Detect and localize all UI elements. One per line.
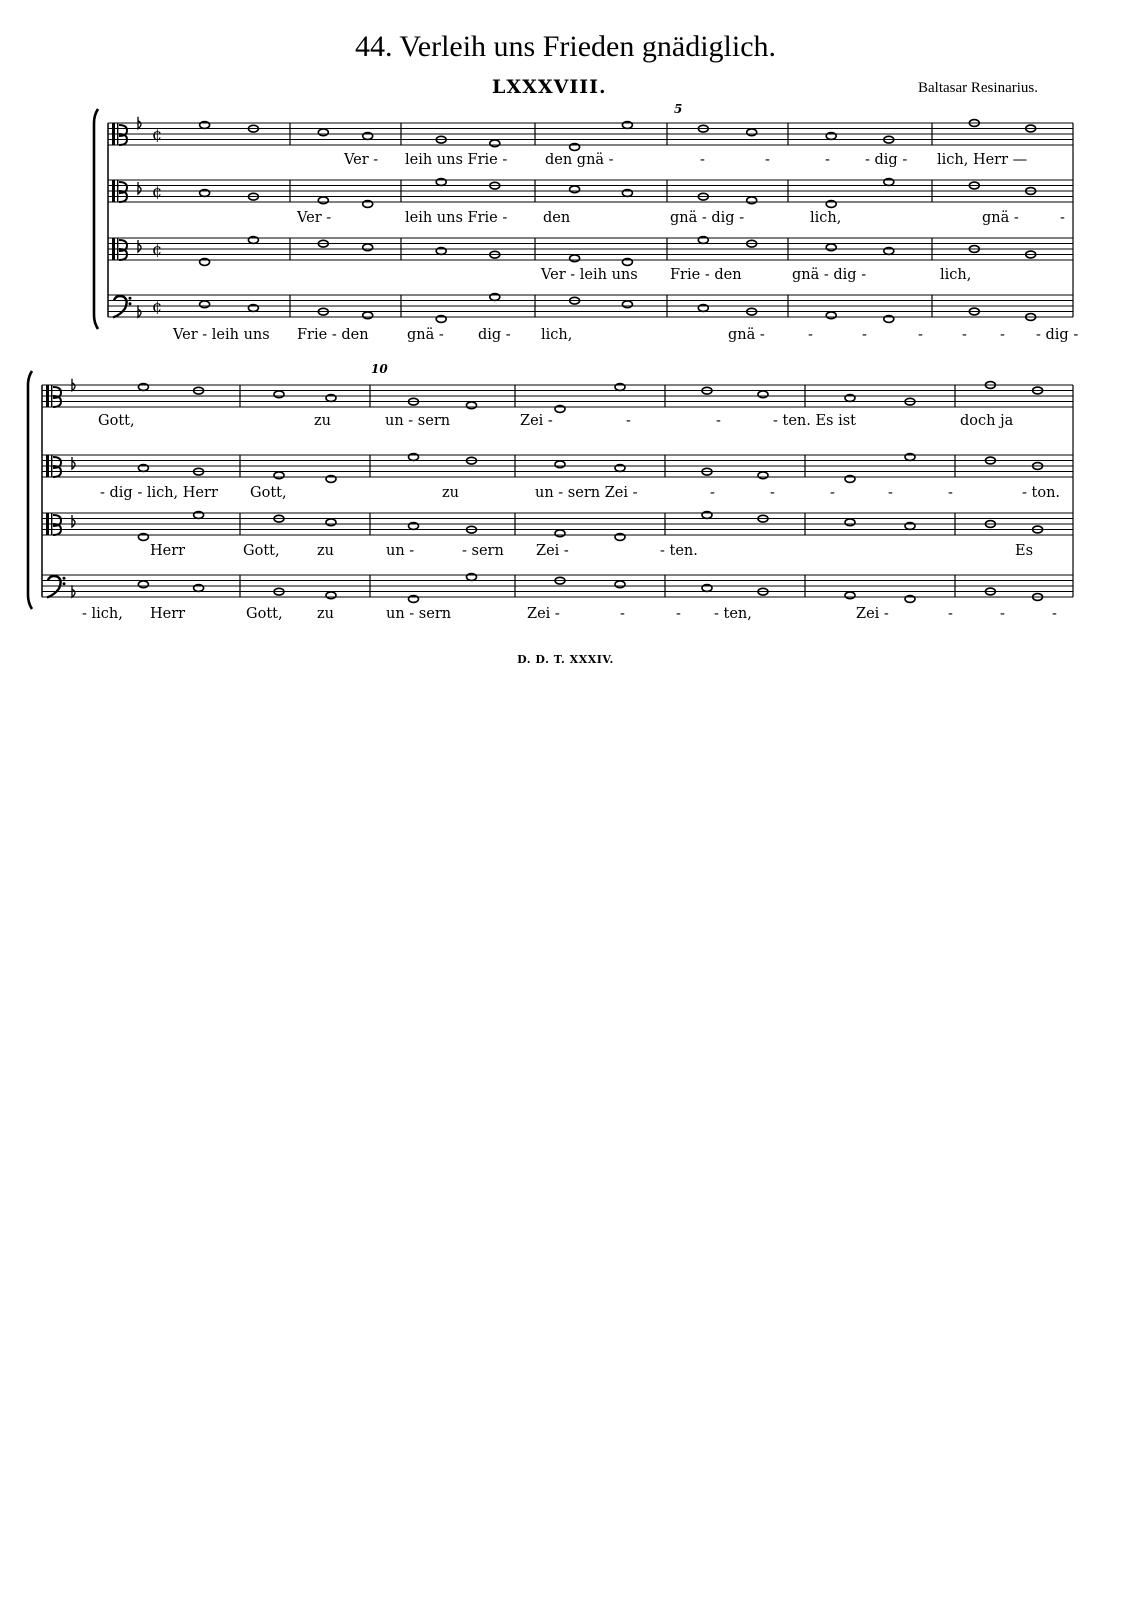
system-bracket bbox=[94, 109, 98, 329]
c-clef bbox=[117, 238, 118, 260]
whole-note bbox=[326, 592, 336, 599]
whole-note bbox=[274, 472, 284, 479]
c-clef bbox=[51, 455, 52, 477]
lyric-s1-v2-1: Ver - bbox=[297, 210, 332, 226]
lyric-s2-v3-3: zu bbox=[317, 543, 334, 559]
flat-sign bbox=[72, 457, 75, 469]
lyric-s2-v3-8: Es bbox=[1015, 543, 1034, 559]
lyric-s2-v3-5: - sern bbox=[462, 543, 504, 559]
lyric-s2-v1-8: doch ja bbox=[960, 413, 1014, 429]
lyric-s1-v4-8: - bbox=[862, 327, 867, 343]
lyric-s2-v4-11: - bbox=[948, 606, 953, 622]
whole-note bbox=[622, 301, 632, 308]
lyric-s2-v1-3: un - sern bbox=[385, 413, 451, 429]
system-bracket bbox=[28, 371, 32, 609]
lyric-s2-v1-5: - bbox=[626, 413, 631, 429]
f-clef-dot bbox=[129, 297, 132, 300]
lyric-s2-v4-6: Zei - bbox=[527, 606, 560, 622]
lyric-s2-v4-13: - bbox=[1052, 606, 1057, 622]
lyric-s2-v4-10: Zei - bbox=[856, 606, 889, 622]
lyric-s2-v1-2: zu bbox=[314, 413, 331, 429]
whole-note bbox=[138, 581, 148, 588]
measure-number-5: 5 bbox=[674, 102, 683, 116]
lyric-s2-v4-4: zu bbox=[317, 606, 334, 622]
lyric-s2-v2-9: - bbox=[948, 485, 953, 501]
lyric-s2-v3-7: - ten. bbox=[660, 543, 698, 559]
lyric-s1-v1-7: - dig - bbox=[865, 152, 908, 168]
lyric-s1-v4-4: dig - bbox=[478, 327, 511, 343]
whole-note bbox=[200, 301, 210, 308]
flat-sign bbox=[138, 182, 141, 194]
c-clef bbox=[46, 385, 49, 407]
alla-breve-sign: ¢ bbox=[152, 296, 163, 316]
lyric-s2-v2-1: - dig - lich, Herr bbox=[100, 485, 218, 501]
whole-note bbox=[363, 312, 373, 319]
whole-note bbox=[490, 140, 500, 147]
flat-sign bbox=[138, 240, 141, 252]
lyric-s1-v1-8: lich, Herr — bbox=[937, 152, 1028, 168]
c-clef bbox=[117, 180, 118, 202]
whole-note bbox=[570, 186, 580, 193]
f-clef-dot bbox=[129, 302, 132, 305]
lyric-s2-v4-3: Gott, bbox=[246, 606, 283, 622]
lyric-s2-v1-7: - ten. Es ist bbox=[773, 413, 857, 429]
lyric-s1-v4-6: gnä - bbox=[728, 327, 765, 343]
lyric-s2-v4-9: - ten, bbox=[714, 606, 752, 622]
lyric-s1-v4-9: - bbox=[918, 327, 923, 343]
flat-sign bbox=[72, 515, 75, 527]
whole-note bbox=[845, 519, 855, 526]
lyric-s1-v3-1: Ver - leih uns bbox=[541, 267, 638, 283]
whole-note bbox=[747, 197, 757, 204]
whole-note bbox=[318, 197, 328, 204]
lyric-s1-v2-5: lich, bbox=[810, 210, 842, 226]
lyric-s1-v1-6: - bbox=[825, 152, 830, 168]
lyric-s2-v4-2: Herr bbox=[150, 606, 186, 622]
lyric-s2-v1-4: Zei - bbox=[520, 413, 553, 429]
lyric-s1-v1-3: den gnä - bbox=[545, 152, 614, 168]
c-clef bbox=[112, 238, 115, 260]
whole-note bbox=[747, 129, 757, 136]
lyric-s2-v2-5: - bbox=[710, 485, 715, 501]
lyric-s1-v2-7: - bbox=[1060, 210, 1065, 226]
lyric-s1-v4-3: gnä - bbox=[407, 327, 444, 343]
c-clef bbox=[112, 180, 115, 202]
lyric-s1-v4-1: Ver - leih uns bbox=[173, 327, 270, 343]
lyric-s2-v2-7: - bbox=[830, 485, 835, 501]
lyric-s1-v4-7: - bbox=[808, 327, 813, 343]
lyric-s1-v4-10: - bbox=[962, 327, 967, 343]
c-clef bbox=[51, 385, 52, 407]
alla-breve-sign: ¢ bbox=[152, 239, 163, 259]
whole-note bbox=[555, 530, 565, 537]
c-clef bbox=[46, 513, 49, 535]
lyric-s2-v4-8: - bbox=[676, 606, 681, 622]
f-clef bbox=[47, 576, 61, 598]
f-clef bbox=[113, 296, 127, 318]
lyric-s2-v4-7: - bbox=[620, 606, 625, 622]
whole-note bbox=[363, 244, 373, 251]
lyric-s1-v1-2: leih uns Frie - bbox=[405, 152, 508, 168]
lyric-s2-v2-2: Gott, bbox=[250, 485, 287, 501]
lyric-s2-v3-1: Herr bbox=[150, 543, 186, 559]
whole-note bbox=[845, 592, 855, 599]
alla-breve-sign: ¢ bbox=[152, 124, 163, 144]
whole-note bbox=[758, 472, 768, 479]
alla-breve-sign: ¢ bbox=[152, 181, 163, 201]
lyric-s2-v2-10: - ton. bbox=[1022, 485, 1061, 501]
lyric-s1-v2-3: den bbox=[543, 210, 571, 226]
c-clef bbox=[117, 123, 118, 145]
c-clef bbox=[51, 513, 52, 535]
lyric-s1-v1-1: Ver - bbox=[344, 152, 379, 168]
c-clef bbox=[46, 455, 49, 477]
lyric-s1-v1-4: - bbox=[700, 152, 705, 168]
lyric-s2-v1-1: Gott, bbox=[98, 413, 135, 429]
lyric-s2-v1-6: - bbox=[716, 413, 721, 429]
lyric-s1-v4-5: lich, bbox=[541, 327, 573, 343]
whole-note bbox=[326, 519, 336, 526]
composer-name: Baltasar Resinarius. bbox=[918, 80, 1038, 96]
lyric-s1-v3-4: lich, bbox=[940, 267, 972, 283]
lyric-s2-v2-3: zu bbox=[442, 485, 459, 501]
lyric-s1-v4-2: Frie - den bbox=[297, 327, 369, 343]
whole-note bbox=[318, 129, 328, 136]
whole-note bbox=[274, 391, 284, 398]
page-footer: D. D. T. XXXIV. bbox=[517, 653, 614, 666]
piece-title: 44. Verleih uns Frieden gnädiglich. bbox=[354, 30, 777, 63]
lyric-s1-v3-2: Frie - den bbox=[670, 267, 742, 283]
section-numeral: LXXXVIII. bbox=[492, 76, 607, 98]
whole-note bbox=[555, 461, 565, 468]
whole-note bbox=[826, 244, 836, 251]
lyric-s2-v4-1: - lich, bbox=[82, 606, 123, 622]
lyric-s2-v4-5: un - sern bbox=[386, 606, 452, 622]
lyric-s1-v4-12: - dig - bbox=[1036, 327, 1079, 343]
f-clef-dot bbox=[63, 577, 66, 580]
lyric-s2-v3-2: Gott, bbox=[243, 543, 280, 559]
whole-note bbox=[758, 391, 768, 398]
f-clef-dot bbox=[63, 582, 66, 585]
lyric-s2-v2-4: un - sern Zei - bbox=[535, 485, 638, 501]
lyric-s1-v1-5: - bbox=[765, 152, 770, 168]
whole-note bbox=[467, 402, 477, 409]
lyric-s1-v2-2: leih uns Frie - bbox=[405, 210, 508, 226]
whole-note bbox=[615, 581, 625, 588]
lyric-s2-v3-6: Zei - bbox=[536, 543, 569, 559]
lyric-s2-v4-12: - bbox=[1000, 606, 1005, 622]
lyric-s2-v2-6: - bbox=[770, 485, 775, 501]
lyric-s2-v3-4: un - bbox=[386, 543, 415, 559]
c-clef bbox=[112, 123, 115, 145]
lyric-s1-v4-11: - bbox=[1000, 327, 1005, 343]
lyric-s1-v2-6: gnä - bbox=[982, 210, 1019, 226]
whole-note bbox=[826, 312, 836, 319]
lyric-s1-v2-4: gnä - dig - bbox=[670, 210, 745, 226]
lyric-s1-v3-3: gnä - dig - bbox=[792, 267, 867, 283]
lyric-s2-v2-8: - bbox=[888, 485, 893, 501]
measure-number-10: 10 bbox=[371, 362, 388, 376]
whole-note bbox=[570, 255, 580, 262]
